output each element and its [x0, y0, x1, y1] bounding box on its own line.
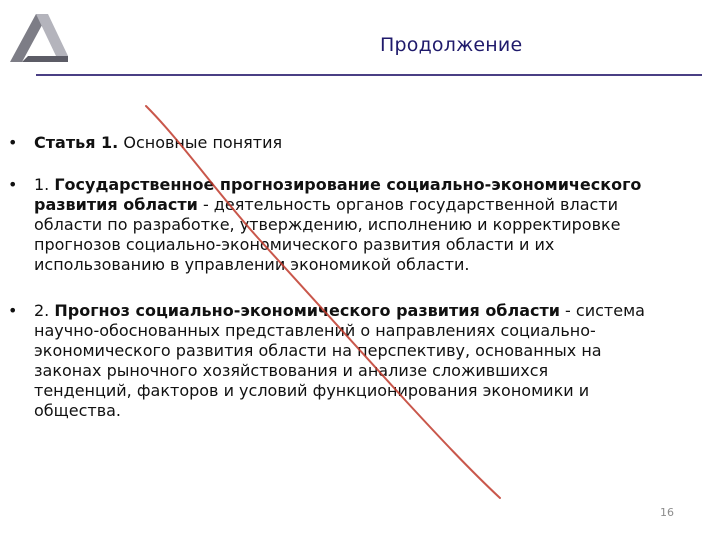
bullet: •: [8, 301, 18, 320]
item-number: 2.: [34, 301, 50, 320]
item-body: Основные понятия: [118, 133, 283, 152]
item-number: 1.: [34, 175, 50, 194]
list-item: [8, 301, 648, 421]
list-item: [8, 175, 648, 275]
title-divider: [36, 74, 702, 76]
item-body: - деятельность органов государственной власти области по разработке, утверждению, исполнению и корректировке прогнозов социально-экономического развития области и их использованию в управлении экономикой области.: [34, 195, 621, 274]
impossible-triangle-icon: [6, 8, 70, 68]
list-item-text: [34, 133, 648, 153]
slide-content: [8, 133, 648, 421]
bullet: •: [8, 175, 18, 194]
item-heading: Статья 1.: [34, 133, 119, 152]
list-item-text: [34, 175, 648, 275]
item-term: Государственное прогнозирование социально-экономического развития области: [34, 175, 642, 214]
bullet: •: [8, 133, 18, 152]
page-number: 16: [660, 506, 674, 519]
list-item-text: [34, 301, 648, 421]
item-body: - система научно-обоснованных представлений о направлениях социально-экономического развития области на перспективу, основанных на законах рыночного хозяйствования и анализе сложившихся тенденций, факторов и условий функционирования экономики и общества.: [34, 301, 645, 420]
list-item: [8, 133, 648, 153]
item-term: Прогноз социально-экономического развития области: [54, 301, 560, 320]
page-title: Продолжение: [380, 34, 523, 56]
